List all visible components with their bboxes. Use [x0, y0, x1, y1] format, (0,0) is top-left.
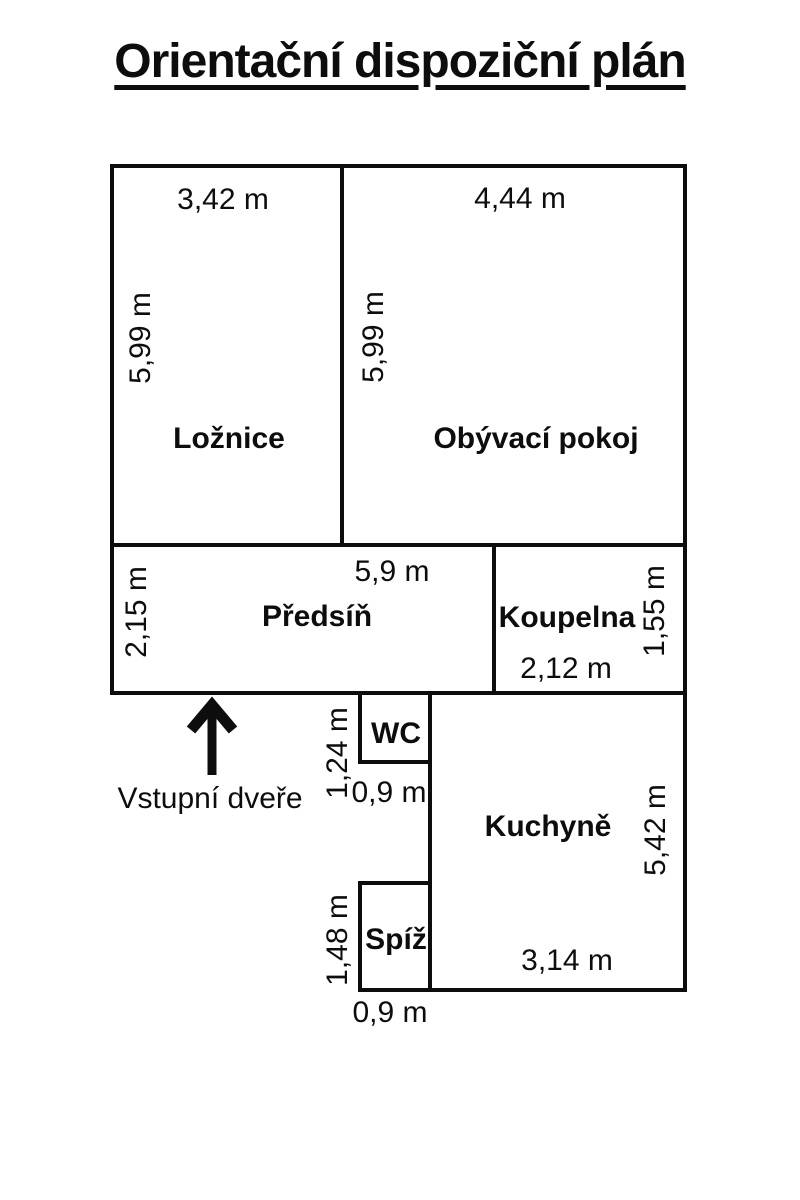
loznice-room-label: Ložnice — [173, 422, 285, 455]
wc-height-dimension: 1,24 m — [321, 707, 354, 799]
kuchyne-height-dimension: 5,42 m — [639, 784, 672, 876]
kuchyne-width-dimension: 3,14 m — [521, 944, 613, 977]
wc-room-label: WC — [371, 717, 421, 750]
arrow-up-icon — [191, 705, 233, 775]
predsin-width-dimension: 5,9 m — [354, 555, 430, 588]
koupelna-room-label: Koupelna — [498, 601, 636, 634]
loznice-width-dimension: 3,42 m — [177, 183, 269, 216]
loznice-height-dimension: 5,99 m — [124, 292, 157, 384]
koupelna-height-dimension: 1,55 m — [638, 565, 671, 657]
spiz-width-dimension: 0,9 m — [352, 996, 428, 1029]
spiz-room-label: Spíž — [365, 923, 427, 956]
koupelna-width-dimension: 2,12 m — [520, 652, 612, 685]
obyvaci-room-label: Obývací pokoj — [433, 422, 639, 455]
predsin-room-label: Předsíň — [261, 600, 373, 633]
kuchyne-room-label: Kuchyně — [484, 810, 612, 843]
predsin-height-dimension: 2,15 m — [120, 566, 153, 658]
spiz-height-dimension: 1,48 m — [321, 894, 354, 986]
page-title: Orientační dispoziční plán — [114, 35, 686, 88]
obyvaci-height-dimension: 5,99 m — [357, 291, 390, 383]
wc-width-dimension: 0,9 m — [351, 776, 427, 809]
obyvaci-width-dimension: 4,44 m — [474, 182, 566, 215]
entrance-door-label: Vstupní dveře — [117, 782, 303, 815]
